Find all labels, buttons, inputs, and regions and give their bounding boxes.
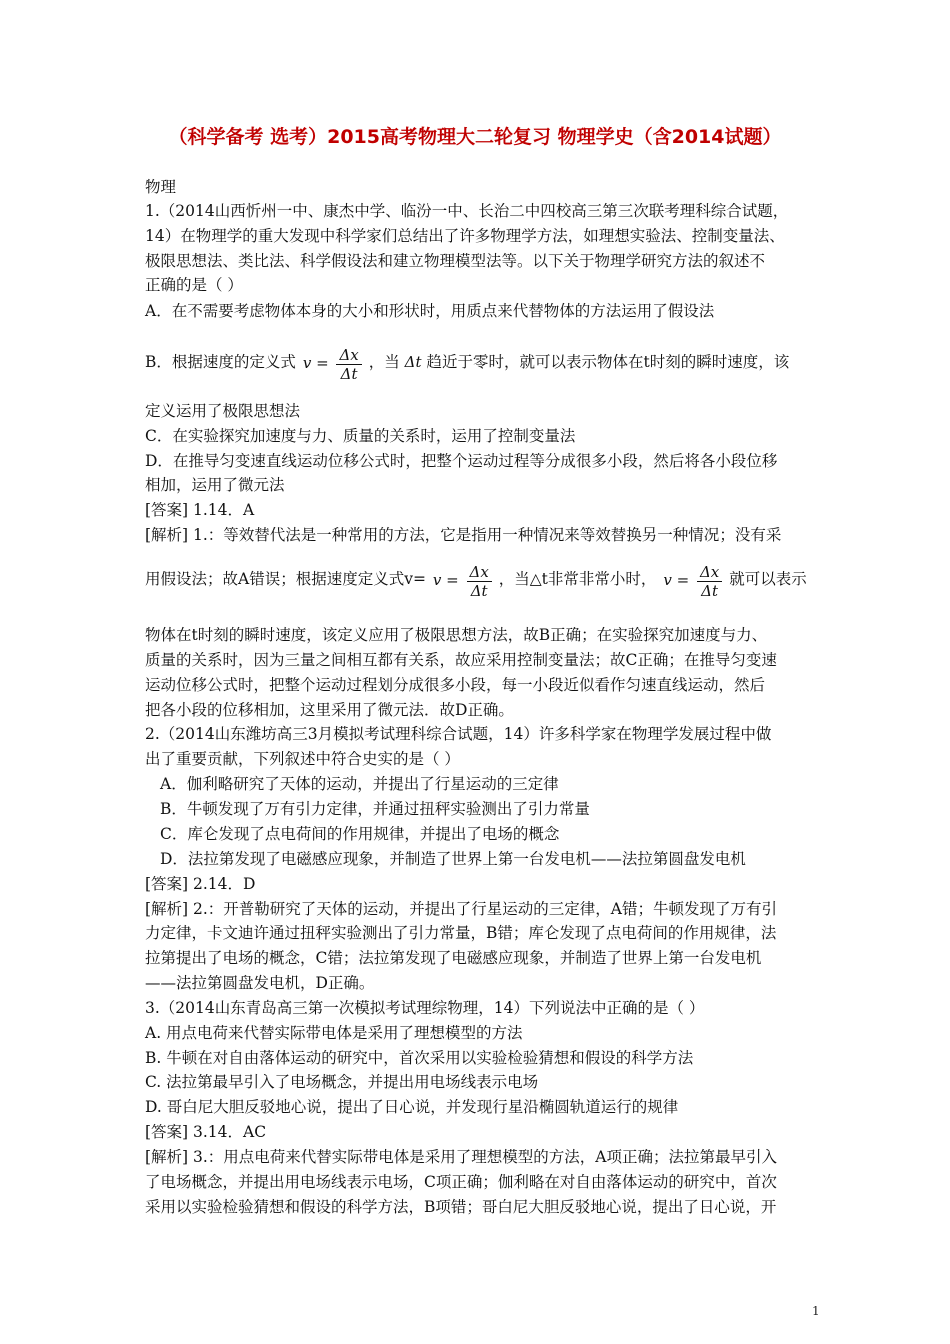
text-line: 相加，运用了微元法 (145, 476, 285, 494)
text-line: ——法拉第圆盘发电机，D正确。 (145, 974, 375, 992)
text-line: 2.（2014山东潍坊高三3月模拟考试理科综合试题，14）许多科学家在物理学发展过程中做 (145, 725, 772, 743)
text-line: 正确的是（ ） (145, 276, 243, 294)
formula-numerator: Δx (697, 563, 722, 582)
text-line: 出了重要贡献，下列叙述中符合史实的是（ ） (145, 750, 460, 768)
formula-denominator: Δt (340, 364, 358, 383)
option-line: A. 用点电荷来代替实际带电体是采用了理想模型的方法 (145, 1024, 523, 1042)
text-line: A．在不需要考虑物体本身的大小和形状时，用质点来代替物体的方法运用了假设法 (145, 302, 715, 320)
option-line: C．库仑发现了点电荷间的作用规律，并提出了电场的概念 (160, 825, 560, 843)
text-line: 把各小段的位移相加，这里采用了微元法．故D正确。 (145, 701, 514, 719)
text-segment: B．根据速度的定义式 (145, 353, 296, 371)
answer-line: [答案] 2.14．D (145, 875, 256, 893)
text-segment: ，当△t非常非常小时， (498, 570, 657, 588)
text-segment: 用假设法；故A错误；根据速度定义式v= (145, 570, 426, 588)
text-line: D．在推导匀变速直线运动位移公式时，把整个运动过程等分成很多小段，然后将各小段位移 (145, 452, 778, 470)
text-segment: 就可以表示 (729, 570, 807, 588)
subject-label: 物理 (145, 178, 177, 196)
text-line: 定义运用了极限思想法 (145, 402, 301, 420)
option-line: B. 牛顿在对自由落体运动的研究中，首次采用以实验检验猜想和假设的科学方法 (145, 1049, 694, 1067)
text-line: 1.（2014山西忻州一中、康杰中学、临汾一中、长治二中四校高三第三次联考理科综合试题， (145, 202, 789, 220)
formula-fraction (697, 563, 722, 600)
option-line: A．伽利略研究了天体的运动，并提出了行星运动的三定律 (160, 775, 559, 793)
formula-var: v (432, 571, 442, 589)
text-line: 了电场概念，并提出用电场线表示电场，C项正确；伽利略在对自由落体运动的研究中，首次 (145, 1173, 777, 1191)
text-line: [解析] 1.：等效替代法是一种常用的方法，它是指用一种情况来等效替换另一种情况；没有采 (145, 526, 782, 544)
option-line: C. 法拉第最早引入了电场概念，并提出用电场线表示电场 (145, 1073, 539, 1091)
answer-line: [答案] 3.14．AC (145, 1123, 267, 1141)
formula-denominator: Δt (470, 581, 488, 600)
option-b-line (145, 340, 825, 386)
answer-line: [答案] 1.14．A (145, 501, 255, 519)
text-line: C．在实验探究加速度与力、质量的关系时，运用了控制变量法 (145, 427, 576, 445)
text-line: [解析] 3.：用点电荷来代替实际带电体是采用了理想模型的方法，A项正确；法拉第最早引入 (145, 1148, 778, 1166)
text-line: 14）在物理学的重大发现中科学家们总结出了许多物理学方法，如理想实验法、控制变量法、 (145, 227, 785, 245)
formula-eq: = (676, 571, 690, 589)
delta-t-symbol: Δt (404, 353, 422, 371)
option-line: D．法拉第发现了电磁感应现象，并制造了世界上第一台发电机——法拉第圆盘发电机 (160, 850, 746, 868)
text-line: 运动位移公式时，把整个运动过程划分成很多小段，每一小段近似看作匀速直线运动，然后 (145, 676, 766, 694)
text-line: 采用以实验检验猜想和假设的科学方法，B项错；哥白尼大胆反驳地心说，提出了日心说，开 (145, 1198, 777, 1216)
document-title: （科学备考 选考）2015高考物理大二轮复习 物理学史（含2014试题） (168, 126, 782, 148)
formula-fraction (467, 563, 492, 600)
formula-var: v (663, 571, 672, 589)
option-line: D. 哥白尼大胆反驳地心说，提出了日心说，并发现行星沿椭圆轨道运行的规律 (145, 1098, 679, 1116)
text-line: 极限思想法、类比法、科学假设法和建立物理模型法等。以下关于物理学研究方法的叙述不 (145, 252, 766, 270)
text-line: 物体在t时刻的瞬时速度，该定义应用了极限思想方法，故B正确；在实验探究加速度与力、 (145, 626, 768, 644)
formula-numerator: Δx (336, 346, 361, 365)
text-segment: 趋近于零时，就可以表示物体在t时刻的瞬时速度，该 (426, 353, 790, 371)
option-line: B．牛顿发现了万有引力定律，并通过扭秤实验测出了引力常量 (160, 800, 590, 818)
analysis-formula-line (145, 557, 825, 603)
formula-denominator: Δt (701, 581, 719, 600)
text-segment: ，当 (368, 353, 400, 371)
text-line: 质量的关系时，因为三量之间相互都有关系，故应采用控制变量法；故C正确；在推导匀变速 (145, 651, 777, 669)
velocity-formula (303, 341, 362, 385)
formula-numerator: Δx (467, 563, 492, 582)
page-number: 1 (812, 1304, 820, 1318)
text-line: 3.（2014山东青岛高三第一次模拟考试理综物理，14）下列说法中正确的是（ ） (145, 999, 705, 1017)
formula-var: v (302, 354, 312, 372)
velocity-formula (433, 558, 492, 602)
text-line: [解析] 2.：开普勒研究了天体的运动，并提出了行星运动的三定律，A错；牛顿发现了万有引 (145, 900, 778, 918)
formula-eq: = (316, 354, 329, 372)
text-line: 拉第提出了电场的概念，C错；法拉第发现了电磁感应现象，并制造了世界上第一台发电机 (145, 949, 762, 967)
velocity-formula (663, 558, 722, 602)
formula-eq: = (446, 571, 459, 589)
text-line: 力定律，卡文迪许通过扭秤实验测出了引力常量，B错；库仑发现了点电荷间的作用规律，法 (145, 924, 777, 942)
formula-fraction (336, 346, 361, 383)
